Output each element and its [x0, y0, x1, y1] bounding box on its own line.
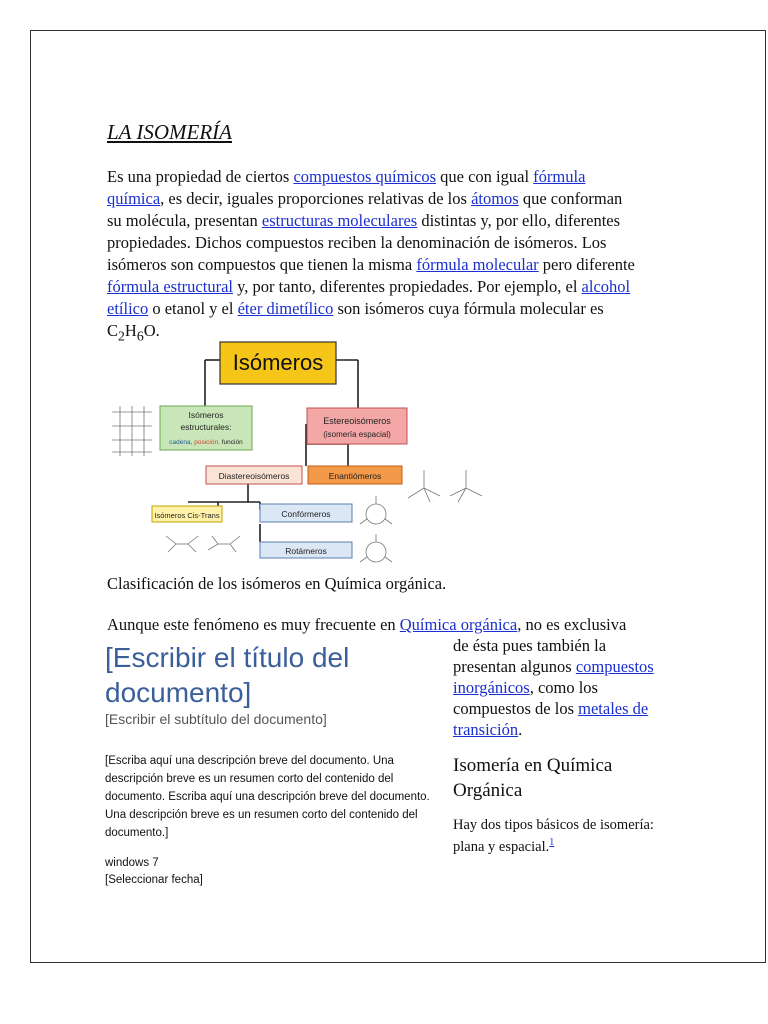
diagram-caption: Clasificación de los isómeros en Química orgánica.	[107, 574, 447, 593]
link-compuestos-quimicos[interactable]: compuestos químicos	[293, 167, 437, 186]
cistrans-label: Isómeros Cis-Trans	[154, 511, 220, 520]
link-compuestos-inorganicos[interactable]: compuestos inorgánicos	[453, 657, 654, 697]
link-metales-de-transicion[interactable]: metales de transición	[453, 699, 649, 739]
text: O.	[143, 321, 160, 340]
text: Hay dos tipos básicos de isomería: plana y espacial.	[453, 817, 654, 855]
text: y, por tanto, diferentes propiedades. Por ejemplo, el	[233, 277, 582, 296]
intro-paragraph	[107, 166, 637, 347]
molecule-cistrans-sketch	[166, 536, 240, 552]
molecule-structural-sketch	[112, 406, 152, 456]
structural-label-1: Isómeros	[188, 410, 224, 420]
text: Es una propiedad de ciertos	[107, 167, 294, 186]
text: o etanol y el	[148, 299, 238, 318]
link-eter-dimetilico[interactable]: éter dimetílico	[237, 299, 334, 318]
link-atomos[interactable]: átomos	[471, 189, 519, 208]
link-alcohol-etilico[interactable]: alcohol etílico	[107, 277, 631, 318]
aunque-line	[107, 615, 626, 635]
text: , es decir, iguales proporciones relativas de los	[160, 189, 472, 208]
footnote-link[interactable]: 1	[549, 837, 555, 848]
conformers-label: Confórmeros	[281, 509, 331, 519]
structural-types	[169, 439, 243, 446]
text: son isómeros cuya fórmula molecular es C	[107, 299, 604, 340]
structural-label-2: estructurales:	[180, 422, 232, 432]
page-heading: LA ISOMERÍA	[107, 120, 233, 144]
cover-title-placeholder[interactable]: [Escribir el título del documento]	[105, 642, 350, 708]
text: .	[518, 720, 523, 739]
structural-type-position: posición,	[194, 439, 220, 446]
text: H	[124, 321, 137, 340]
text: Aunque este fenómeno es muy frecuente en	[107, 615, 400, 634]
stereoisomers-label-2: (isomería espacial)	[323, 430, 391, 439]
text: que con igual	[436, 167, 534, 186]
molecule-newman-sketch	[360, 496, 392, 562]
right-column-text	[453, 635, 668, 740]
link-quimica-organica[interactable]: Química orgánica	[399, 615, 518, 634]
text: , como los compuestos de los	[453, 678, 598, 718]
structural-type-chain: cadena,	[169, 439, 193, 446]
text: que conforman su molécula, presentan	[107, 189, 623, 230]
cover-date-placeholder[interactable]: [Seleccionar fecha]	[105, 874, 203, 886]
section-heading-isomeria-organica: Isomería en Química Orgánica	[453, 755, 613, 801]
rotamers-label: Rotámeros	[285, 546, 327, 556]
enantiomers-label: Enantiómeros	[328, 471, 382, 481]
isomer-classification-diagram	[108, 330, 508, 570]
link-estructuras-moleculares[interactable]: estructuras moleculares	[261, 211, 418, 230]
molecule-enantiomer-sketch	[408, 470, 482, 502]
link-formula-quimica[interactable]: fórmula química	[107, 167, 586, 208]
link-formula-estructural[interactable]: fórmula estructural	[107, 277, 233, 296]
stereoisomers-label-1: Estereoisómeros	[323, 416, 391, 426]
text: pero diferente	[538, 255, 635, 274]
structural-type-function: función	[221, 439, 243, 446]
isomeros-root-label: Isómeros	[232, 350, 324, 375]
cover-author[interactable]: windows 7	[105, 857, 159, 869]
cover-subtitle-placeholder[interactable]: [Escribir el subtítulo del documento]	[105, 711, 327, 727]
text: de ésta pues también la presentan algunos	[453, 636, 607, 676]
text: , no es exclusiva	[517, 615, 627, 634]
link-formula-molecular[interactable]: fórmula molecular	[416, 255, 539, 274]
subscript: 2	[118, 328, 125, 344]
text: distintas y, por ello, diferentes propiedades. Dichos compuestos reciben la denominación de isómeros. Los isómeros son compuestos que tienen la misma	[107, 211, 621, 274]
subscript: 6	[136, 328, 144, 344]
hay-paragraph	[453, 816, 668, 856]
cover-description-placeholder[interactable]: [Escriba aquí una descripción breve del documento. Una descripción breve es un resumen corto del contenido del documento. Escriba aquí una descripción breve del documento. Una descripción breve es un resumen corto del contenido del documento.]	[105, 755, 430, 839]
diastereoisomers-label: Diastereoisómeros	[218, 471, 290, 481]
